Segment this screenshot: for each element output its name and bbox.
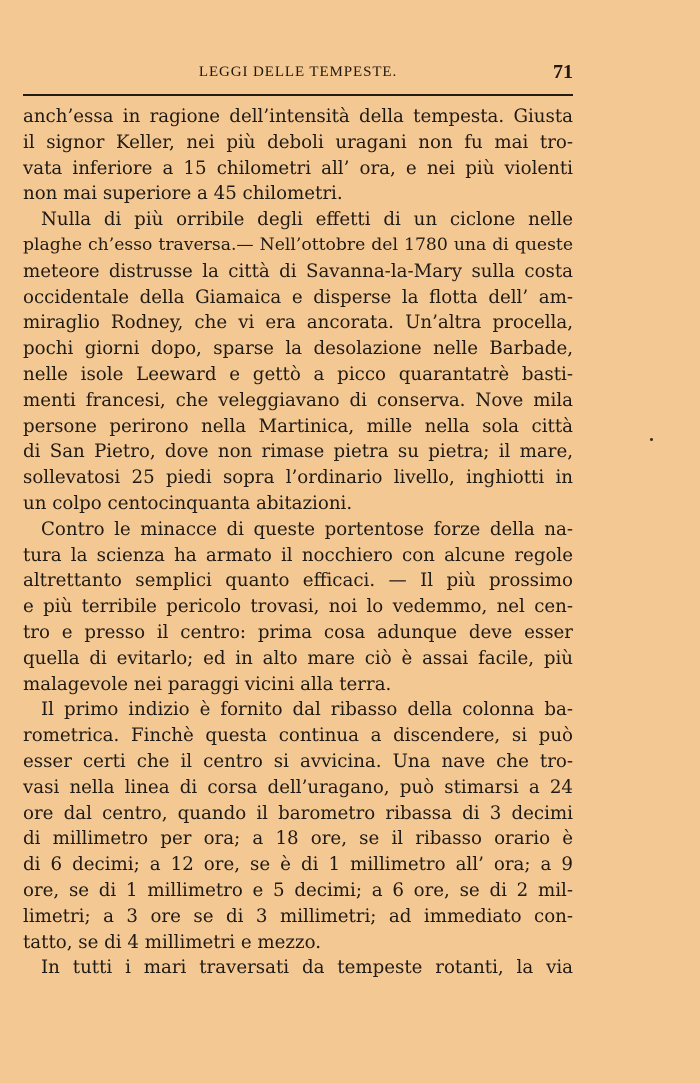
text-line: sollevatosi 25 piedi sopra l’ordinario livello, inghiotti in xyxy=(23,467,573,489)
text-line: tura la scienza ha armato il nocchiero con alcune regole xyxy=(23,544,573,566)
text-line: esser certi che il centro si avvicina. Una nave che tro- xyxy=(23,750,573,772)
text-line: ore, se di 1 millimetro e 5 decimi; a 6 ore, se di 2 mil- xyxy=(23,879,573,901)
text-line: menti francesi, che veleggiavano di conserva. Nove mila xyxy=(23,389,573,411)
text-line: occidentale della Giamaica e disperse la flotta dell’ am- xyxy=(23,286,573,308)
text-line: nelle isole Leeward e gettò a picco quarantatrè basti- xyxy=(23,363,573,385)
body-text xyxy=(23,104,573,981)
running-title: LEGGI DELLE TEMPESTE. xyxy=(198,64,398,80)
print-speck xyxy=(650,438,653,441)
running-head xyxy=(23,61,573,85)
text-line: Il primo indizio è fornito dal ribasso della colonna ba- xyxy=(41,699,573,721)
text-line: meteore distrusse la città di Savanna-la-Mary sulla costa xyxy=(23,260,573,282)
text-line: miraglio Rodney, che vi era ancorata. Un’altra procella, xyxy=(23,312,573,334)
text-line: Contro le minacce di queste portentose forze della na- xyxy=(41,518,573,540)
text-line: tro e presso il centro: prima cosa adunque deve esser xyxy=(23,621,573,643)
text-line: e più terribile pericolo trovasi, noi lo vedemmo, nel cen- xyxy=(23,596,573,618)
text-line: pochi giorni dopo, sparse la desolazione nelle Barbade, xyxy=(23,338,573,360)
text-line: Nulla di più orribile degli effetti di un ciclone nelle xyxy=(41,209,573,231)
header-rule xyxy=(23,94,573,96)
text-line: vata inferiore a 15 chilometri all’ ora, e nei più violenti xyxy=(23,157,573,179)
text-line: altrettanto semplici quanto efficaci. — Il più prossimo xyxy=(23,570,573,592)
page-number: 71 xyxy=(553,61,573,83)
text-line: tatto, se di 4 millimetri e mezzo. xyxy=(23,931,322,953)
text-line: quella di evitarlo; ed in alto mare ciò è assai facile, più xyxy=(23,647,573,669)
text-line: il signor Keller, nei più deboli uragani non fu mai tro- xyxy=(23,131,573,153)
text-line: non mai superiore a 45 chilometri. xyxy=(23,183,343,205)
text-line: vasi nella linea di corsa dell’uragano, può stimarsi a 24 xyxy=(23,776,573,798)
text-line: limetri; a 3 ore se di 3 millimetri; ad immediato con- xyxy=(23,905,573,927)
text-line: di millimetro per ora; a 18 ore, se il ribasso orario è xyxy=(23,828,573,850)
text-line: un colpo centocinquanta abitazioni. xyxy=(23,492,353,514)
text-line: persone perirono nella Martinica, mille nella sola città xyxy=(23,415,573,437)
text-line: rometrica. Finchè questa continua a discendere, si può xyxy=(23,725,573,747)
text-line: anch’essa in ragione dell’intensità della tempesta. Giusta xyxy=(23,106,573,127)
text-line: malagevole nei paraggi vicini alla terra. xyxy=(23,673,392,695)
text-line: ore dal centro, quando il barometro ribassa di 3 decimi xyxy=(23,802,573,824)
text-line: di San Pietro, dove non rimase pietra su pietra; il mare, xyxy=(23,441,573,463)
text-line: plaghe ch’esso traversa.— Nell’ottobre del 1780 una di queste xyxy=(23,234,573,255)
text-line: di 6 decimi; a 12 ore, se è di 1 millimetro all’ ora; a 9 xyxy=(23,854,573,876)
text-line: In tutti i mari traversati da tempeste rotanti, la via xyxy=(41,957,573,979)
